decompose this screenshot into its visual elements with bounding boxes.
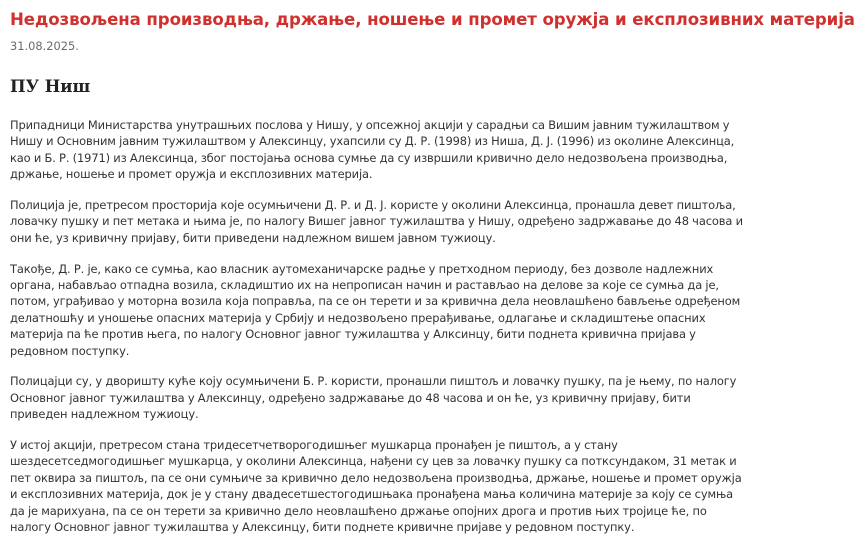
paragraph: Полицајци су, у дворишту куће коју осумњичени Б. Р. користи, пронашли пиштољ и ловачку пушку, па је њему, по налогу Основног јавног тужилаштва у Алексинцу, одређено задржавање до 48 часова и он ће, уз кривичну пријаву, бити приведен надлежном тужиоцу.	[10, 374, 737, 422]
paragraph: Такође, Д. Р. је, како се сумња, као власник аутомеханичарске радње у претходном периоду, без дозволе надлежних органа, набављао отпадна возила, складиштио их на непрописан начин и растављао на делове за које се сумња да је, потом, уграђивао у моторна возила која поправља, па се он терети и за кривична дела неовлашћено бављење одређеном делатношћу и уношење опасних материја у Србију и недозвољено прерађивање, одлагање и складиштење опасних материја па ће против њега, по налогу Основног јавног тужилаштва у Алксинцу, бити поднета кривична пријава у редовном поступку.	[10, 261, 741, 358]
article	[10, 9, 855, 535]
paragraph: Припадници Министарства унутрашњих послова у Нишу, у опсежној акцији у сарадњи са Вишим јавним тужилаштвом у Нишу и Основним јавним тужилаштвом у Алексинцу, ухапсили су Д. Р. (1998) из Ниша, Д. Ј. (1996) из околине Алексинца, као и Б. Р. (1971) из Алексинца, због постојања основа сумње да су извршили кривично дело недозвољена производња, држање, ношење и промет оружја и експлозивних материја.	[10, 118, 735, 182]
article-headline: Недозвољена производња, држање, ношење и промет оружја и експлозивних материја	[10, 10, 855, 29]
article-body	[10, 117, 748, 550]
article-date: 31.08.2025.	[10, 39, 79, 53]
paragraph: У истој акцији, претресом стана тридесетчетворогодишњег мушкарца пронађен је пиштољ, а у стану шездесетседмогодишњег мушкарца, у околини Алексинца, нађени су цев за ловачку пушку са потксундаком, 31 метак и пет оквира за пиштољ, па се они сумњиче за кривично дело недозвољена производња, држање, ношење и промет оружја и експлозивних материја, док је у стану двадесетшестогодишњака пронађена мања количина материје за коју се сумња да је марихуана, па се он терети за кривично дело неовлашћено држање опојних дрога и против њих тројице ће, по налогу Основног јавног тужилаштва у Алексинцу, бити поднете кривичне пријаве у редовном поступку.	[10, 438, 742, 535]
section-title: ПУ Ниш	[10, 77, 91, 96]
paragraph: Полиција је, претресом просторија које осумњичени Д. Р. и Д. Ј. користе у околини Алексинца, пронашла девет пиштоља, ловачку пушку и пет метака и њима је, по налогу Вишег јавног тужилаштва у Нишу, одређено задржавање до 48 часова и они ће, уз кривичну пријаву, бити приведени надлежном вишем јавном тужиоцу.	[10, 198, 743, 245]
